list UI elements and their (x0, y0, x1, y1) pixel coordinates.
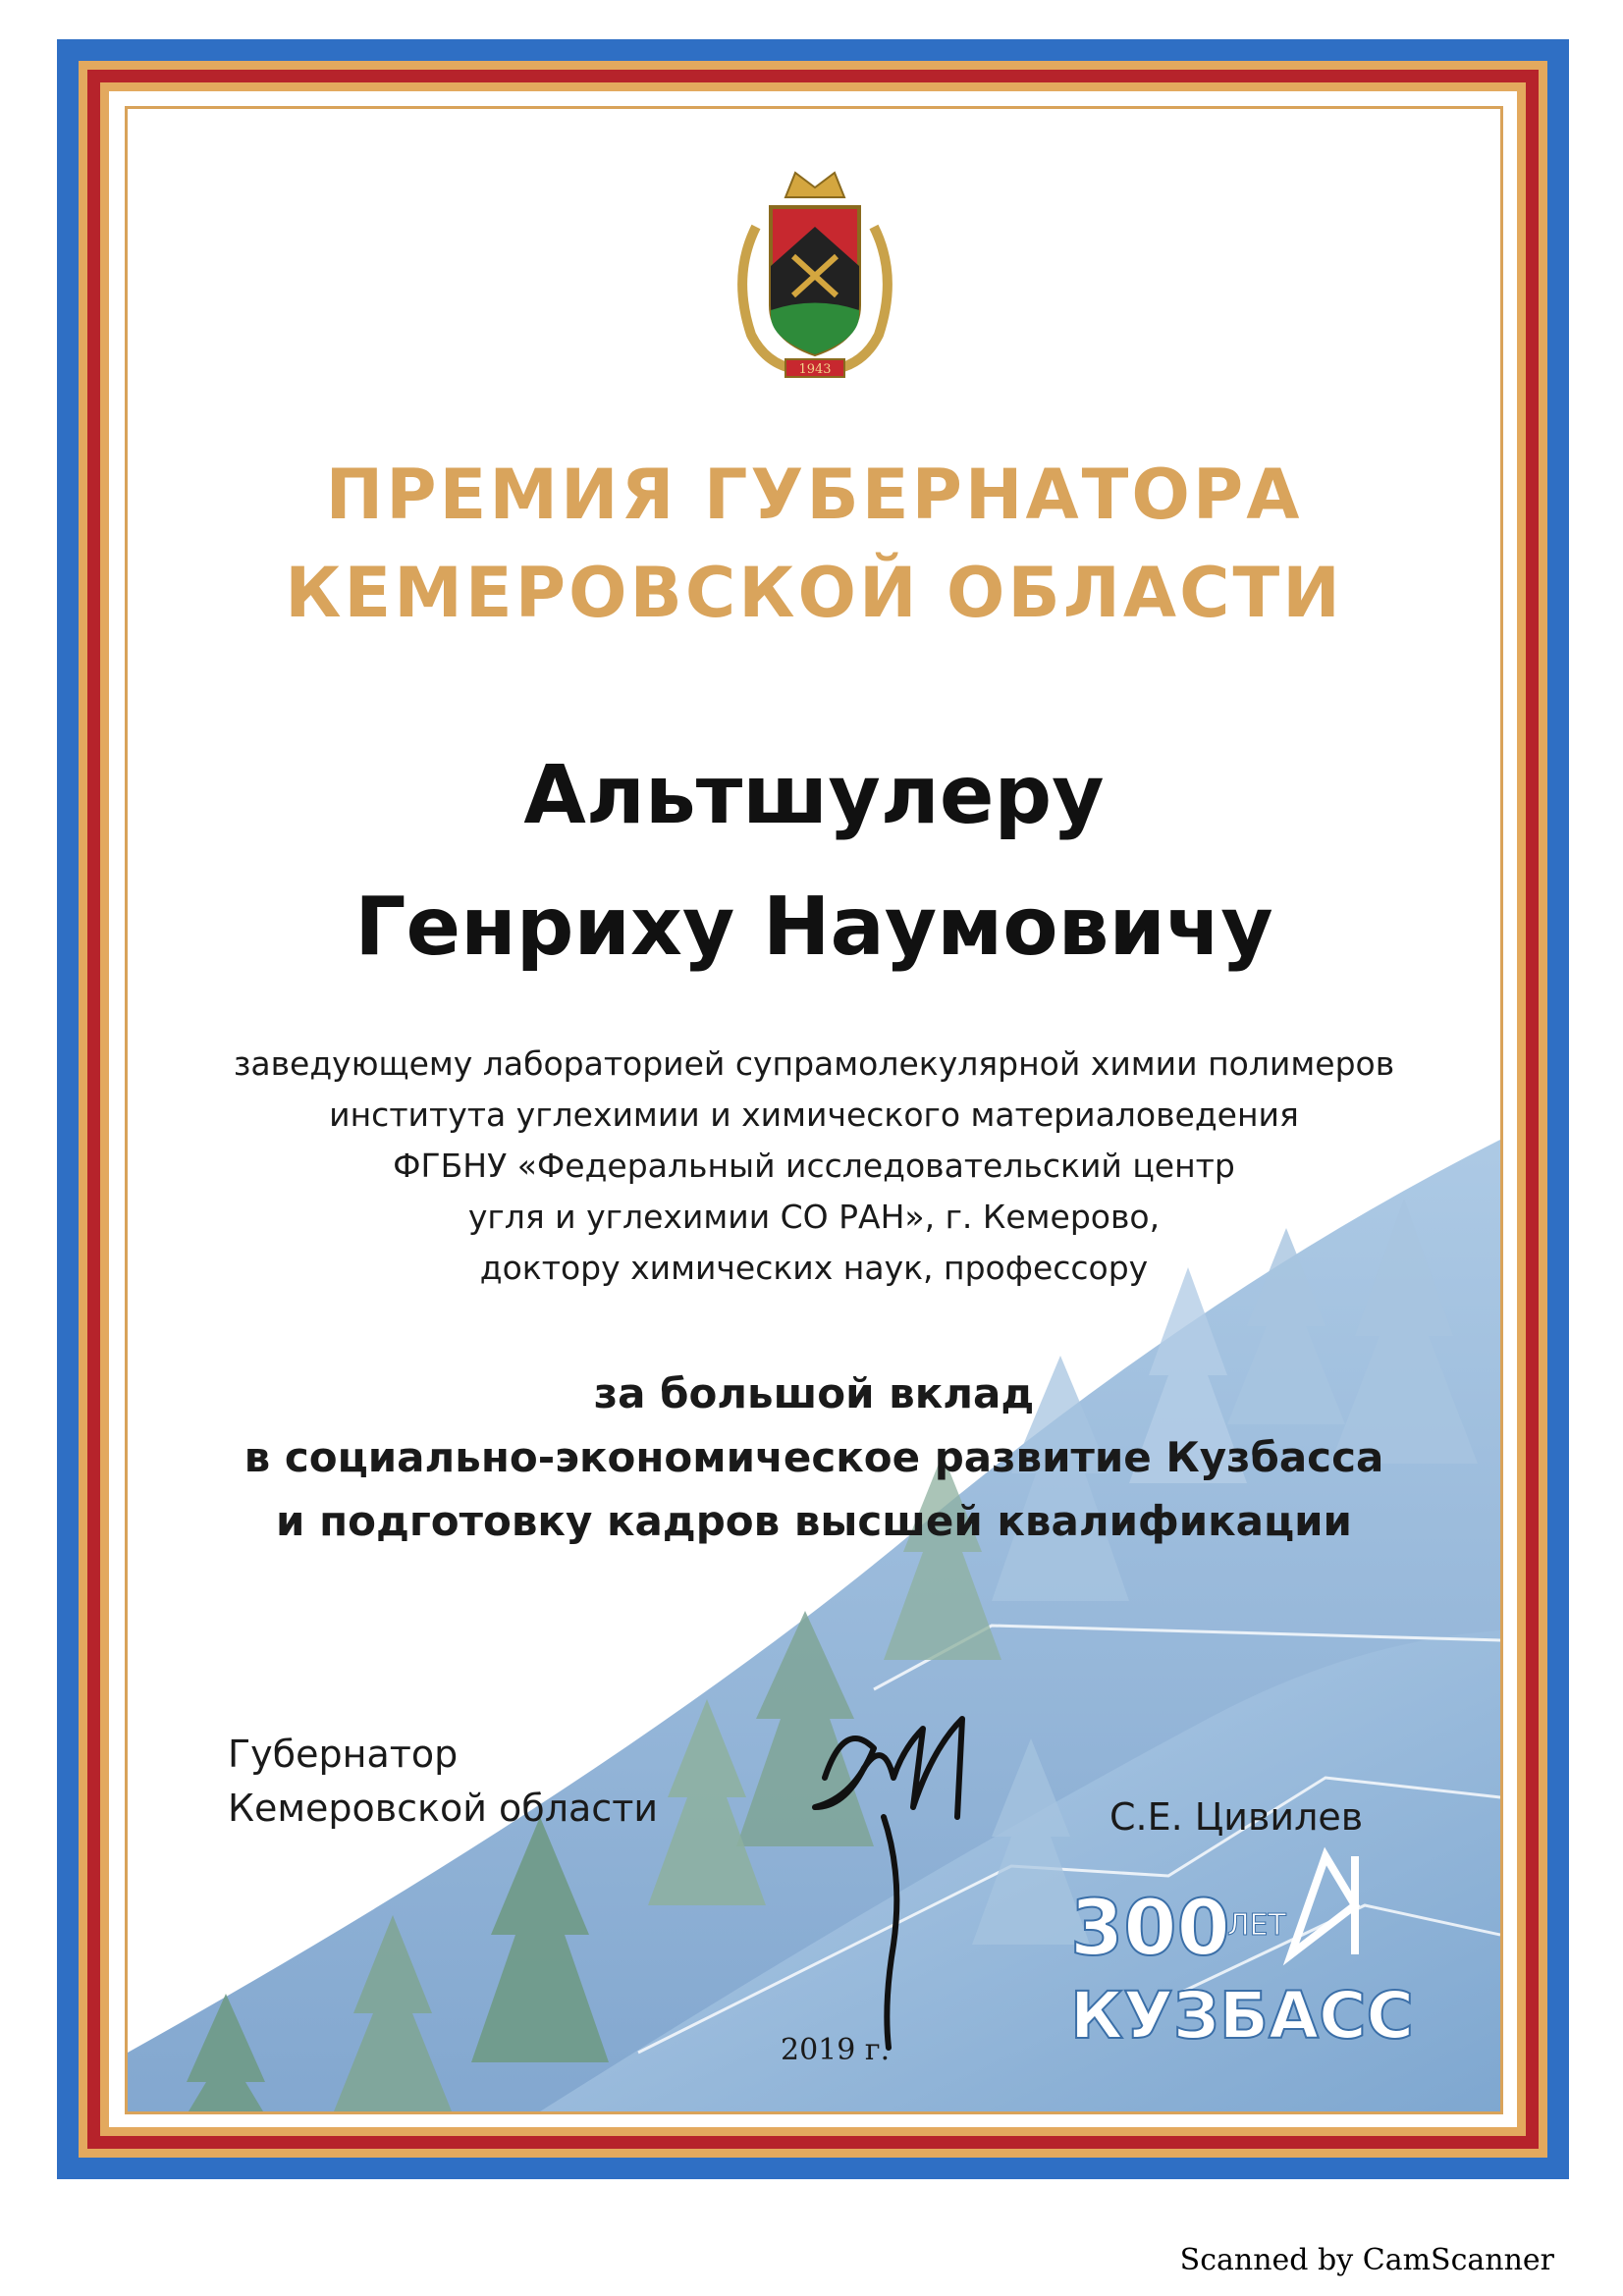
recipient-given-names: Генриху Наумовичу (354, 881, 1273, 974)
kuzbass-300-logo (1060, 1846, 1424, 2072)
position-line: угля и углехимии СО РАН», г. Кемерово, (467, 1198, 1161, 1236)
position-line: института углехимии и химического материаловедения (329, 1095, 1299, 1134)
merit-line: за большой вклад (593, 1369, 1035, 1417)
position-line: ФГБНУ «Федеральный исследовательский центр (393, 1147, 1235, 1185)
scanner-caption: Scanned by CamScanner (1179, 2243, 1554, 2277)
logo-region: КУЗБАСС (1070, 1978, 1414, 2054)
award-title-line1: ПРЕМИЯ ГУБЕРНАТОРА (325, 454, 1303, 535)
logo-word: ЛЕТ (1227, 1908, 1286, 1943)
logo-mountain-mark (1291, 1856, 1355, 1954)
logo-number: 300 (1070, 1885, 1230, 1973)
merit-line: и подготовку кадров высшей квалификации (276, 1497, 1352, 1545)
recipient-surname: Альтшулеру (523, 749, 1105, 842)
coat-of-arms-icon (717, 168, 913, 394)
signatory-name: С.Е. Цивилев (1109, 1795, 1364, 1839)
award-title-line2: КЕМЕРОВСКОЙ ОБЛАСТИ (285, 553, 1343, 633)
certificate-body (128, 109, 1500, 2111)
handwritten-signature (785, 1660, 1011, 2053)
merit-line: в социально-экономическое развитие Кузбасса (243, 1433, 1384, 1481)
crown (785, 173, 844, 197)
position-line: заведующему лабораторией супрамолекулярной химии полимеров (233, 1044, 1395, 1083)
position-line: доктору химических наук, профессору (479, 1249, 1149, 1287)
signatory-title-line1: Губернатор (228, 1733, 459, 1776)
emblem-year: 1943 (798, 362, 832, 377)
signatory-title-line2: Кемеровской области (228, 1787, 659, 1830)
award-date: 2019 г. (781, 2033, 891, 2067)
shield-green-field (771, 303, 859, 355)
